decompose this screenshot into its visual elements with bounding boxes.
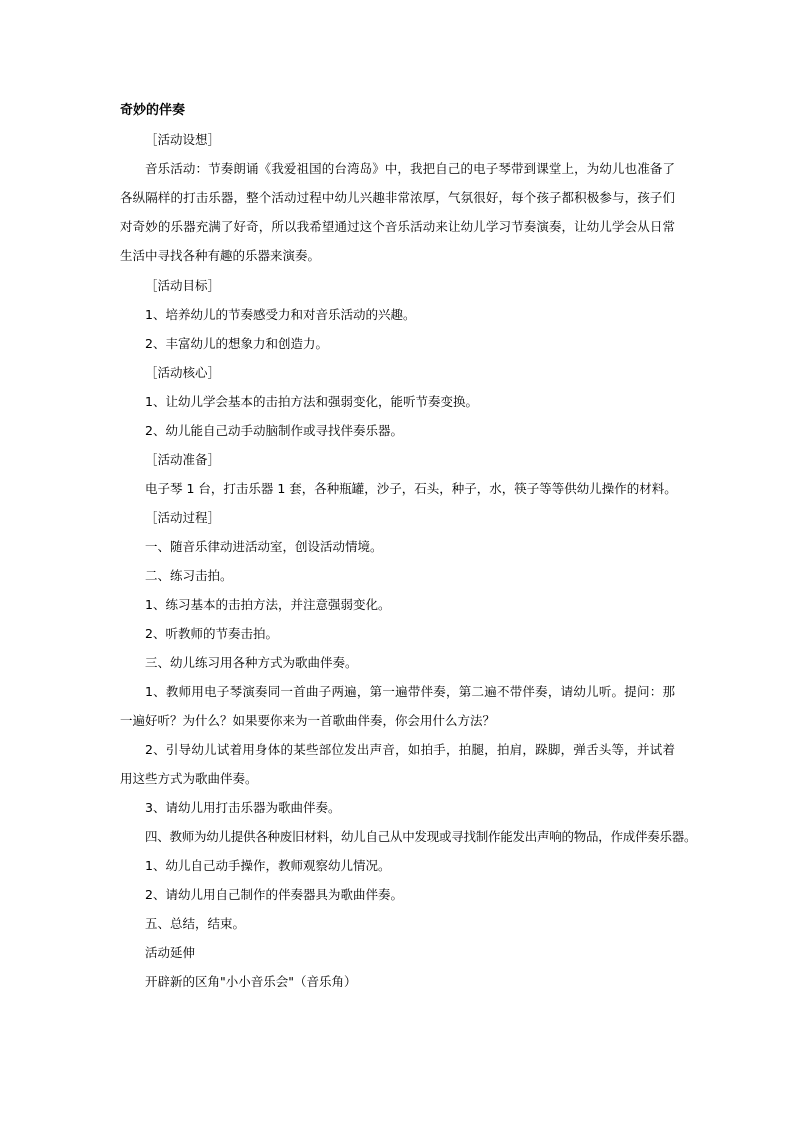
process-step-3-3: 3、请幼儿用打击乐器为歌曲伴奏。 <box>145 800 341 815</box>
section-heading-core: ［活动核心］ <box>145 365 221 380</box>
preparation-text: 电子琴 1 台，打击乐器 1 套，各种瓶罐，沙子，石头，种子，水，筷子等等供幼儿操作的材料。 <box>145 481 677 496</box>
process-step-1: 一、随音乐律动进活动室，创设活动情境。 <box>145 539 383 554</box>
process-step-5: 五、总结，结束。 <box>145 916 246 931</box>
section-heading-goals: ［活动目标］ <box>145 278 221 293</box>
section-heading-preparation: ［活动准备］ <box>145 452 221 467</box>
extension-text: 开辟新的区角"小小音乐会"（音乐角） <box>145 974 357 989</box>
process-step-2: 二、练习击拍。 <box>145 568 233 583</box>
core-item-1: 1、让幼儿学会基本的击拍方法和强弱变化，能听节奏变换。 <box>145 394 478 409</box>
section-heading-design: ［活动设想］ <box>145 132 221 147</box>
process-step-4: 四、教师为幼儿提供各种废旧材料，幼儿自己从中发现或寻找制作能发出声响的物品，作成伴奏乐器。 <box>145 829 697 844</box>
process-step-4-1: 1、幼儿自己动手操作，教师观察幼儿情况。 <box>145 858 391 873</box>
section-heading-extension: 活动延伸 <box>145 945 196 960</box>
process-step-3-2: 2、引导幼儿试着用身体的某些部位发出声音，如拍手，拍腿，拍肩，跺脚，弹舌头等，并试着用这些方式为歌曲伴奏。 <box>120 742 675 786</box>
document-title: 奇妙的伴奏 <box>120 103 186 118</box>
process-step-2-1: 1、练习基本的击拍方法，并注意强弱变化。 <box>145 597 391 612</box>
section-heading-process: ［活动过程］ <box>145 510 221 525</box>
process-step-3-1: 1、教师用电子琴演奏同一首曲子两遍，第一遍带伴奏，第二遍不带伴奏，请幼儿听。提问：那一遍好听？为什么？如果要你来为一首歌曲伴奏，你会用什么方法？ <box>120 684 675 728</box>
goal-item-2: 2、丰富幼儿的想象力和创造力。 <box>145 336 328 351</box>
design-paragraph: 音乐活动：节奏朗诵《我爱祖国的台湾岛》中，我把自己的电子琴带到课堂上，为幼儿也准备了各纵隔样的打击乐器，整个活动过程中幼儿兴趣非常浓厚，气氛很好，每个孩子都积极参与，孩子们对奇妙的乐器充满了好奇，所以我希望通过这个音乐活动来让幼儿学习节奏演奏，让幼儿学会从日常生活中寻找各种有趣的乐器来演奏。 <box>120 161 675 263</box>
process-step-2-2: 2、听教师的节奏击拍。 <box>145 626 278 641</box>
process-step-4-2: 2、请幼儿用自己制作的伴奏器具为歌曲伴奏。 <box>145 887 403 902</box>
goal-item-1: 1、培养幼儿的节奏感受力和对音乐活动的兴趣。 <box>145 307 416 322</box>
process-step-3: 三、幼儿练习用各种方式为歌曲伴奏。 <box>145 655 358 670</box>
core-item-2: 2、幼儿能自己动手动脑制作或寻找伴奏乐器。 <box>145 423 403 438</box>
